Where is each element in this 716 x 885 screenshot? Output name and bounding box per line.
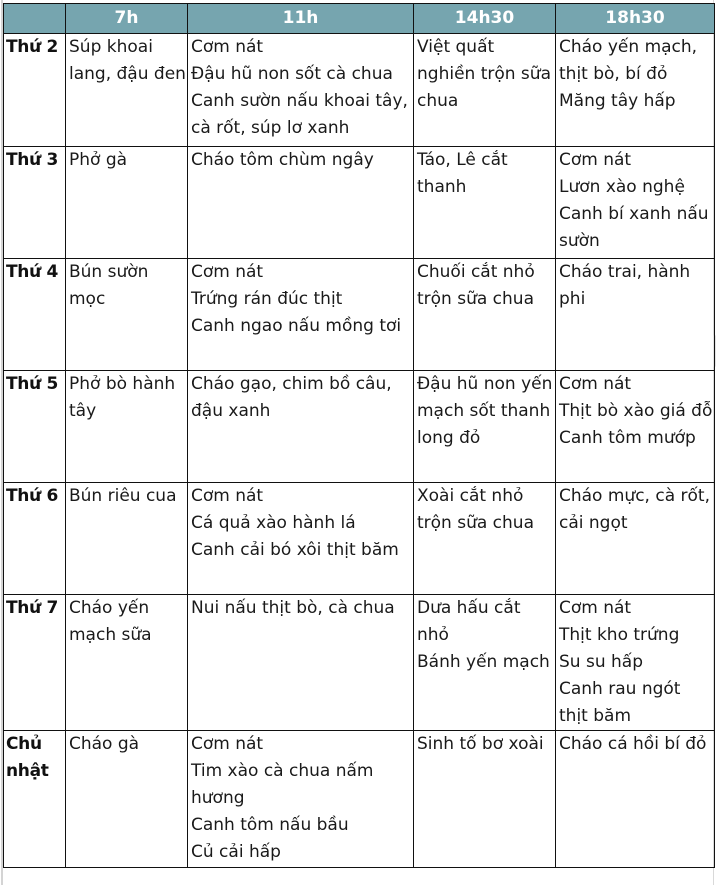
meal-cell-7h[interactable] [66,259,188,371]
meal-item: Đậu hũ non yến mạch sốt thanh long đỏ [417,374,553,448]
meal-cell-11h[interactable] [188,595,414,731]
meal-item: Cơm nát [559,374,632,394]
meal-item: Xoài cắt nhỏ trộn sữa chua [417,486,534,533]
header-cell-14h30[interactable]: 14h30 [414,4,556,34]
meal-cell-11h[interactable] [188,371,414,483]
day-label-cell[interactable]: Thứ 3 [4,147,66,259]
meal-item: Dưa hấu cắt nhỏ [417,598,521,645]
table-row-thu-4 [4,259,715,371]
meal-item: Thịt kho trứng [559,625,680,645]
meal-cell-18h30[interactable] [556,259,715,371]
meal-cell-18h30[interactable] [556,34,715,147]
table-row-chu-nhat [4,731,715,868]
meal-cell-7h[interactable] [66,371,188,483]
meal-cell-7h[interactable] [66,147,188,259]
meal-item: Táo, Lê cắt thanh [417,150,508,197]
meal-cell-7h[interactable] [66,483,188,595]
meal-item: Cơm nát [191,37,264,57]
header-cell-7h[interactable]: 7h [66,4,188,34]
header-corner-cell[interactable] [4,4,66,34]
meal-item: Cháo cá hồi bí đỏ [559,734,707,754]
meal-item: Cháo tôm chùm ngây [191,150,374,170]
meal-cell-11h[interactable] [188,147,414,259]
meal-cell-14h30[interactable] [414,147,556,259]
meal-item: Phở gà [69,150,128,170]
day-label-cell[interactable]: Thứ 5 [4,371,66,483]
meal-cell-14h30[interactable] [414,34,556,147]
meal-item: Cháo mực, cà rốt, cải ngọt [559,486,710,533]
header-cell-11h[interactable]: 11h [188,4,414,34]
meal-item: Cháo yến mạch sữa [69,598,152,645]
meal-item: Bún sườn mọc [69,262,149,309]
meal-cell-18h30[interactable] [556,147,715,259]
meal-item: Trứng rán đúc thịt [191,289,343,309]
meal-item: Củ cải hấp [191,842,281,862]
meal-item: Phở bò hành tây [69,374,176,421]
table-row-thu-7 [4,595,715,731]
meal-item: Canh cải bó xôi thịt băm [191,540,399,560]
meal-item: Chuối cắt nhỏ trộn sữa chua [417,262,535,309]
meal-cell-14h30[interactable] [414,731,556,868]
meal-cell-7h[interactable] [66,595,188,731]
meal-item: Cơm nát [559,150,632,170]
meal-cell-18h30[interactable] [556,371,715,483]
meal-cell-11h[interactable] [188,483,414,595]
meal-item: Cháo gà [69,734,140,754]
meal-cell-7h[interactable] [66,731,188,868]
table-row-thu-2 [4,34,715,147]
meal-item: Canh bí xanh nấu sườn [559,204,709,251]
meal-cell-11h[interactable] [188,731,414,868]
meal-cell-11h[interactable] [188,259,414,371]
meal-item: Cơm nát [191,262,264,282]
meal-item: Đậu hũ non sốt cà chua [191,64,393,84]
meal-item: Canh tôm nấu bầu [191,815,349,835]
meal-item: Cơm nát [191,486,264,506]
table-row-thu-3 [4,147,715,259]
meal-item: Bánh yến mạch [417,652,550,672]
meal-item: Cháo trai, hành phi [559,262,691,309]
day-label-cell[interactable]: Chủ nhật [4,731,66,868]
meal-cell-18h30[interactable] [556,731,715,868]
meal-item: Tim xào cà chua nấm hương [191,761,374,808]
meal-item: Cá quả xào hành lá [191,513,356,533]
meal-item: Canh sườn nấu khoai tây, cà rốt, súp lơ xanh [191,91,408,138]
meal-cell-7h[interactable] [66,34,188,147]
meal-item: Canh rau ngót thịt băm [559,679,681,726]
meal-cell-11h[interactable] [188,34,414,147]
day-label-cell[interactable]: Thứ 4 [4,259,66,371]
meal-cell-14h30[interactable] [414,259,556,371]
meal-item: Măng tây hấp [559,91,676,111]
meal-item: Cháo gạo, chim bồ câu, đậu xanh [191,374,392,421]
meal-item: Cơm nát [191,734,264,754]
header-cell-18h30[interactable]: 18h30 [556,4,715,34]
weekly-meal-table [3,3,715,868]
meal-item: Bún riêu cua [69,486,177,506]
meal-item: Su su hấp [559,652,643,672]
meal-cell-14h30[interactable] [414,595,556,731]
meal-item: Nui nấu thịt bò, cà chua [191,598,395,618]
meal-cell-14h30[interactable] [414,483,556,595]
meal-item: Cháo yến mạch, thịt bò, bí đỏ [559,37,698,84]
day-label-cell[interactable]: Thứ 2 [4,34,66,147]
header-row [4,4,715,34]
meal-cell-14h30[interactable] [414,371,556,483]
table-row-thu-6 [4,483,715,595]
day-label-cell[interactable]: Thứ 6 [4,483,66,595]
meal-item: Lươn xào nghệ [559,177,685,197]
meal-item: Cơm nát [559,598,632,618]
meal-item: Canh ngao nấu mồng tơi [191,316,402,336]
meal-cell-18h30[interactable] [556,595,715,731]
day-label-cell[interactable]: Thứ 7 [4,595,66,731]
meal-item: Việt quất nghiền trộn sữa chua [417,37,551,111]
meal-item: Canh tôm mướp [559,428,696,448]
meal-item: Súp khoai lang, đậu đen [69,37,186,84]
table-body [4,34,715,868]
meal-item: Thịt bò xào giá đỗ [559,401,713,421]
meal-item: Sinh tố bơ xoài [417,734,544,754]
table-row-thu-5 [4,371,715,483]
meal-cell-18h30[interactable] [556,483,715,595]
